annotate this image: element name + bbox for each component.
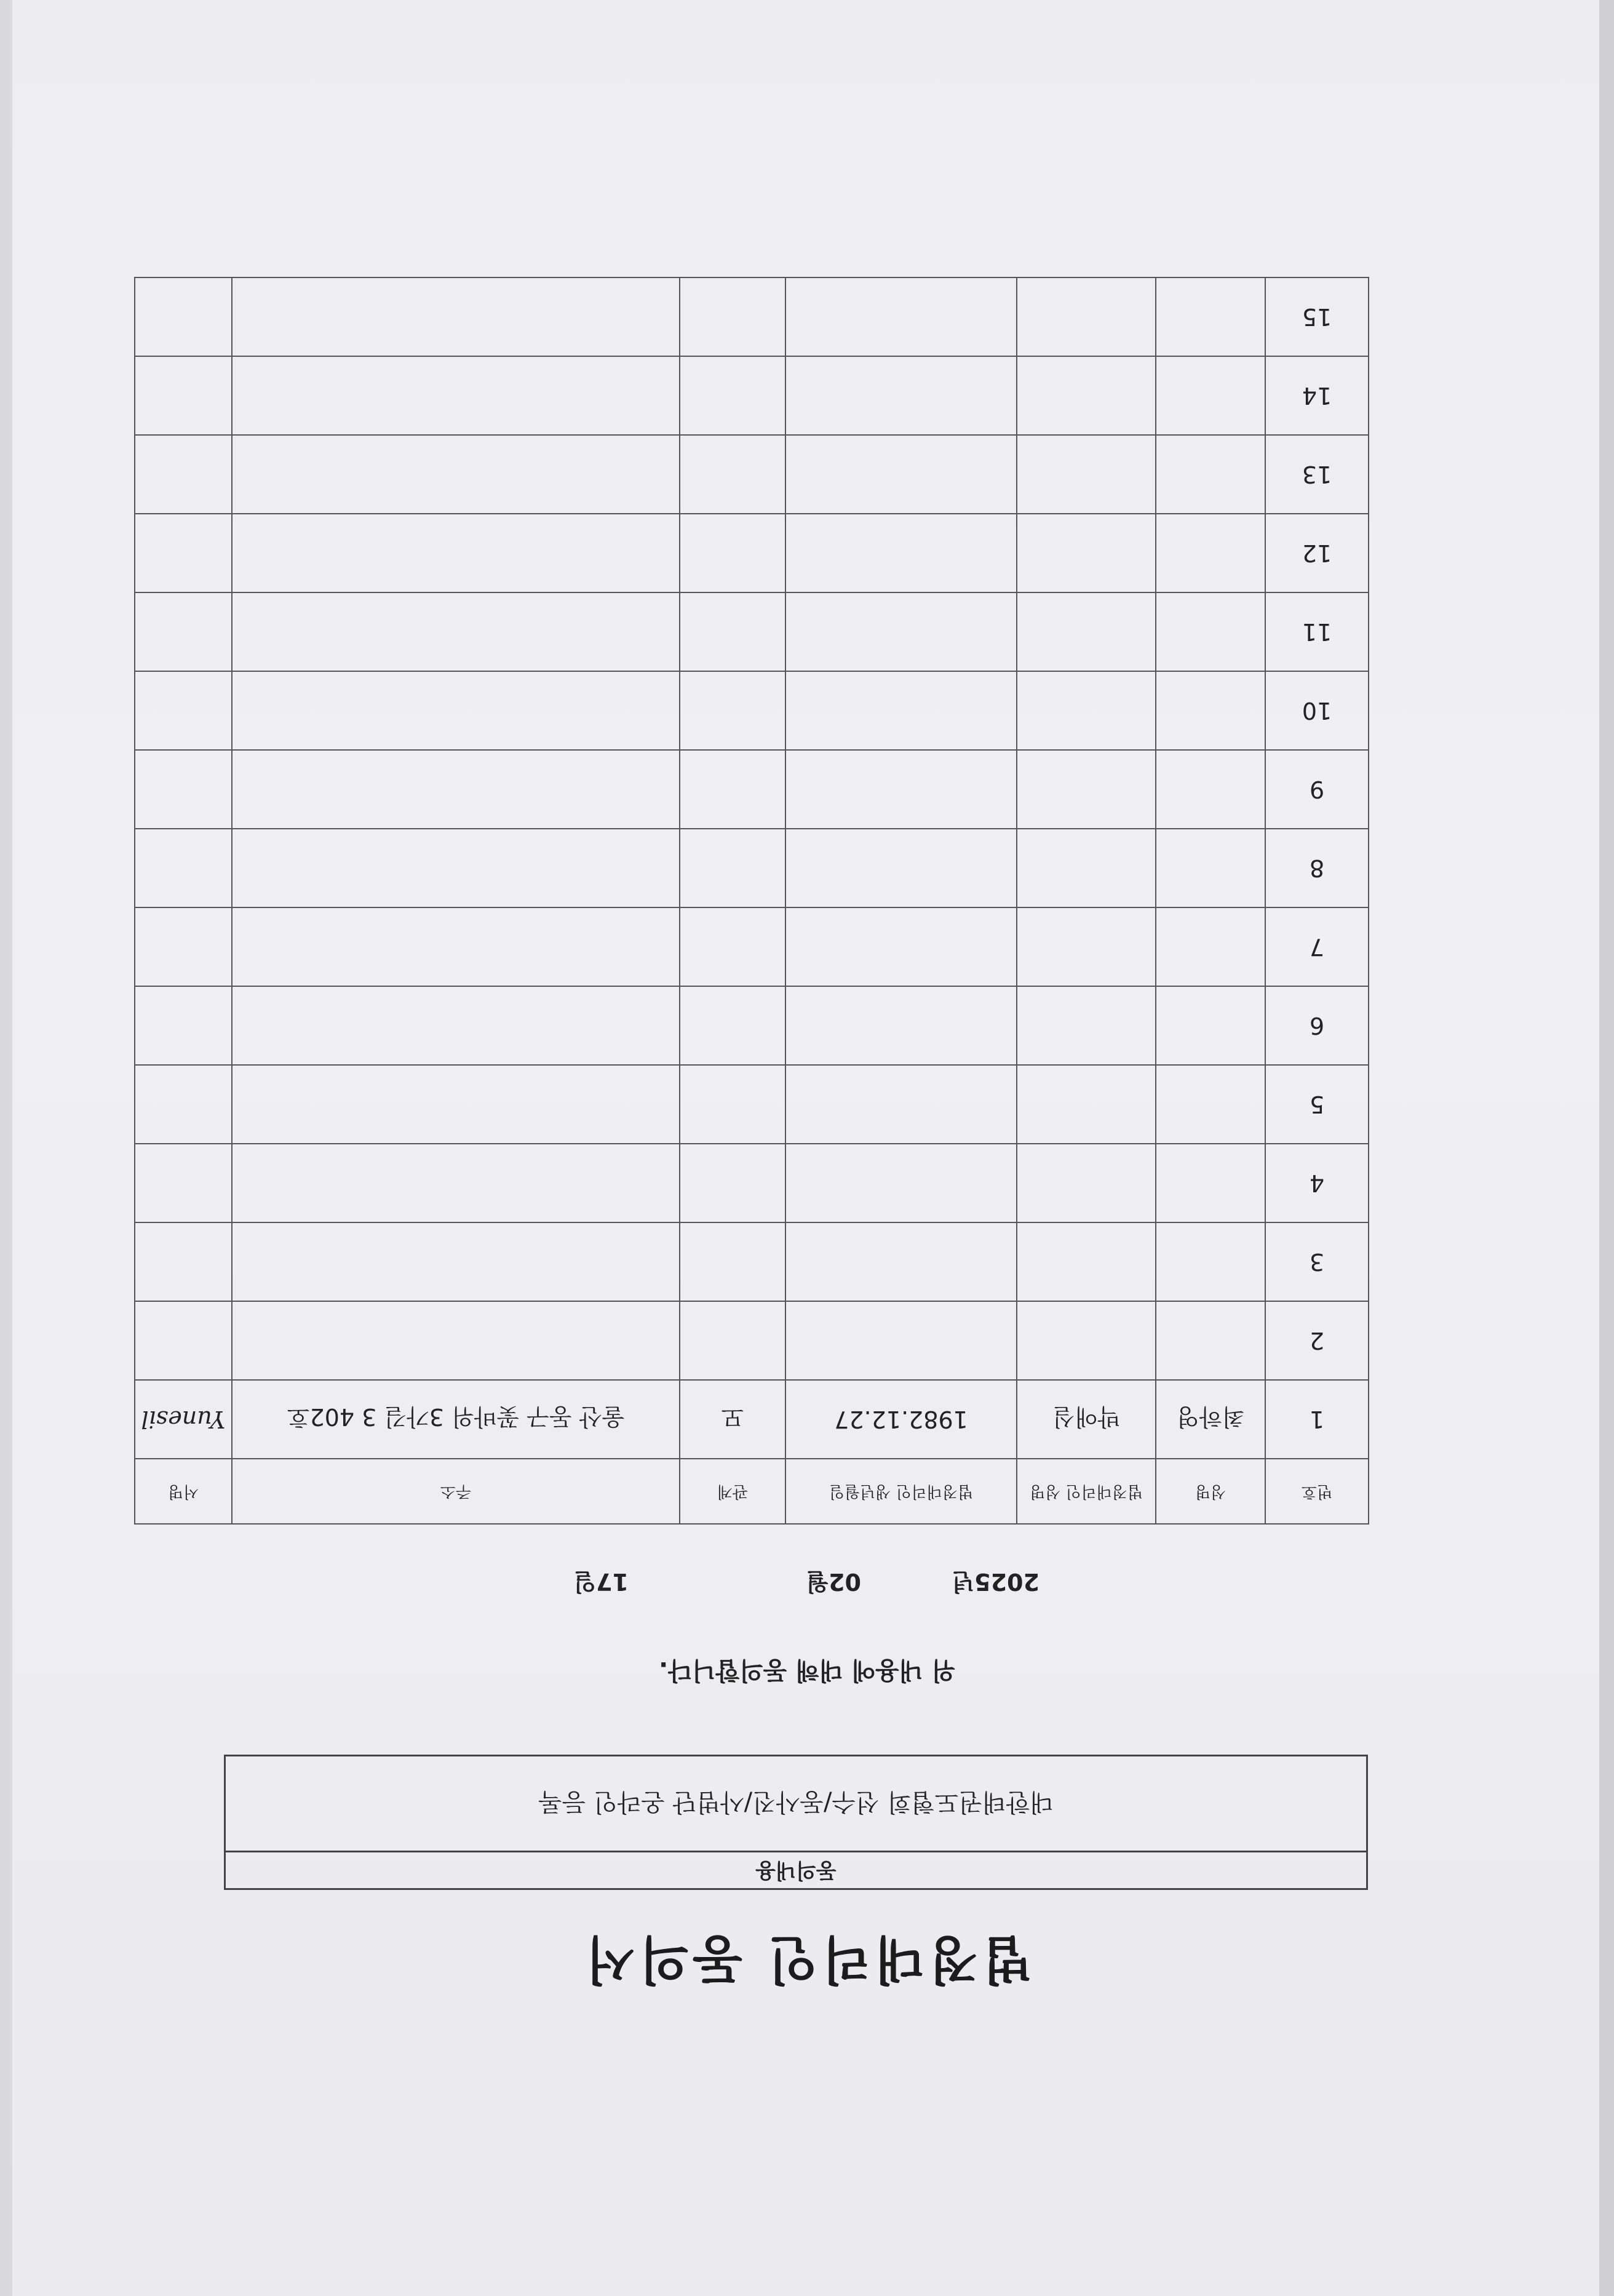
cell-address [232, 907, 680, 986]
cell-address: 울산 동구 꽃바위 3가길 3 402호 [232, 1380, 680, 1459]
table-row [135, 829, 1369, 907]
table-row [135, 435, 1369, 514]
header-relation: 관계 [680, 1459, 785, 1524]
cell-signature [135, 1144, 232, 1222]
cell-guardian-name [1017, 1065, 1156, 1144]
cell-signature [135, 829, 232, 907]
cell-address [232, 986, 680, 1065]
cell-address [232, 1301, 680, 1380]
table-header-row [135, 1459, 1369, 1524]
cell-address [232, 592, 680, 671]
cell-number: 10 [1265, 671, 1369, 750]
cell-relation [680, 1065, 785, 1144]
cell-address [232, 671, 680, 750]
cell-relation [680, 1301, 785, 1380]
cell-guardian-birth [785, 750, 1017, 829]
cell-relation [680, 435, 785, 514]
cell-name [1156, 514, 1265, 592]
cell-number: 1 [1265, 1380, 1369, 1459]
cell-name [1156, 907, 1265, 986]
table-row [135, 1065, 1369, 1144]
cell-guardian-name [1017, 750, 1156, 829]
cell-signature [135, 907, 232, 986]
table-row [135, 277, 1369, 356]
cell-guardian-name [1017, 1222, 1156, 1301]
table-row [135, 671, 1369, 750]
cell-relation [680, 986, 785, 1065]
table-row [135, 592, 1369, 671]
cell-signature [135, 750, 232, 829]
header-number: 번호 [1265, 1459, 1369, 1524]
date-year: 2025년 [952, 1568, 1040, 1595]
cell-guardian-birth [785, 829, 1017, 907]
agreement-text: 위 내용에 대해 동의합니다. [659, 1656, 956, 1684]
cell-guardian-name [1017, 356, 1156, 435]
cell-guardian-name [1017, 514, 1156, 592]
consent-box [224, 1755, 1368, 1890]
cell-guardian-name [1017, 1144, 1156, 1222]
cell-name [1156, 1222, 1265, 1301]
cell-address [232, 356, 680, 435]
header-guardian-name: 법정대리인 성명 [1017, 1459, 1156, 1524]
cell-guardian-name [1017, 829, 1156, 907]
table-row [135, 514, 1369, 592]
cell-guardian-name [1017, 671, 1156, 750]
cell-address [232, 1144, 680, 1222]
cell-signature [135, 356, 232, 435]
cell-address [232, 1065, 680, 1144]
cell-signature [135, 986, 232, 1065]
table-row [135, 356, 1369, 435]
cell-relation [680, 592, 785, 671]
table-row [135, 986, 1369, 1065]
cell-guardian-name [1017, 1301, 1156, 1380]
cell-guardian-name [1017, 435, 1156, 514]
cell-relation [680, 907, 785, 986]
cell-guardian-name [1017, 592, 1156, 671]
cell-relation [680, 356, 785, 435]
cell-guardian-birth [785, 277, 1017, 356]
date-day: 17일 [573, 1568, 629, 1595]
cell-guardian-birth [785, 907, 1017, 986]
cell-address [232, 829, 680, 907]
header-signature: 서명 [135, 1459, 232, 1524]
cell-number: 8 [1265, 829, 1369, 907]
table-row [135, 750, 1369, 829]
cell-signature [135, 592, 232, 671]
table-row [135, 907, 1369, 986]
cell-relation [680, 829, 785, 907]
cell-relation [680, 671, 785, 750]
document-title: 법정대리인 동의서 [581, 1929, 1033, 1990]
cell-relation [680, 514, 785, 592]
cell-name [1156, 1065, 1265, 1144]
consent-heading: 동의내용 [226, 1851, 1366, 1888]
cell-guardian-birth [785, 1065, 1017, 1144]
table-row [135, 1380, 1369, 1459]
cell-address [232, 1222, 680, 1301]
cell-name [1156, 277, 1265, 356]
table-row [135, 1301, 1369, 1380]
cell-number: 15 [1265, 277, 1369, 356]
cell-relation [680, 1144, 785, 1222]
cell-address [232, 277, 680, 356]
cell-signature [135, 1065, 232, 1144]
cell-signature [135, 514, 232, 592]
cell-relation [680, 277, 785, 356]
cell-name [1156, 750, 1265, 829]
cell-number: 3 [1265, 1222, 1369, 1301]
header-name: 성명 [1156, 1459, 1265, 1524]
cell-guardian-birth [785, 986, 1017, 1065]
cell-number: 7 [1265, 907, 1369, 986]
cell-address [232, 435, 680, 514]
cell-number: 11 [1265, 592, 1369, 671]
cell-number: 2 [1265, 1301, 1369, 1380]
cell-signature: Yunesil [135, 1380, 232, 1459]
cell-name: 최하영 [1156, 1380, 1265, 1459]
cell-guardian-birth: 1982.12.27 [785, 1380, 1017, 1459]
cell-number: 9 [1265, 750, 1369, 829]
cell-name [1156, 671, 1265, 750]
cell-guardian-birth [785, 1144, 1017, 1222]
cell-guardian-birth [785, 1222, 1017, 1301]
cell-signature [135, 1222, 232, 1301]
cell-guardian-birth [785, 671, 1017, 750]
table-row [135, 1222, 1369, 1301]
cell-signature [135, 435, 232, 514]
cell-name [1156, 592, 1265, 671]
header-guardian-birth: 법정대리인 생년월일 [785, 1459, 1017, 1524]
cell-relation [680, 750, 785, 829]
cell-name [1156, 1301, 1265, 1380]
cell-number: 4 [1265, 1144, 1369, 1222]
guardian-table [134, 277, 1369, 1525]
cell-name [1156, 829, 1265, 907]
cell-guardian-name: 박애실 [1017, 1380, 1156, 1459]
cell-name [1156, 986, 1265, 1065]
cell-guardian-name [1017, 277, 1156, 356]
cell-number: 5 [1265, 1065, 1369, 1144]
consent-content: 대한태권도협회 선수/동사진/사범단 온라인 등록 [538, 1788, 1054, 1817]
cell-number: 6 [1265, 986, 1369, 1065]
cell-guardian-name [1017, 907, 1156, 986]
cell-name [1156, 435, 1265, 514]
cell-number: 13 [1265, 435, 1369, 514]
cell-signature [135, 1301, 232, 1380]
header-address: 주소 [232, 1459, 680, 1524]
cell-address [232, 750, 680, 829]
cell-signature [135, 671, 232, 750]
cell-relation: 모 [680, 1380, 785, 1459]
cell-number: 14 [1265, 356, 1369, 435]
cell-address [232, 514, 680, 592]
cell-relation [680, 1222, 785, 1301]
cell-number: 12 [1265, 514, 1369, 592]
cell-guardian-birth [785, 592, 1017, 671]
cell-guardian-name [1017, 986, 1156, 1065]
cell-guardian-birth [785, 356, 1017, 435]
cell-name [1156, 1144, 1265, 1222]
cell-guardian-birth [785, 1301, 1017, 1380]
date-month: 02월 [806, 1568, 861, 1595]
cell-guardian-birth [785, 435, 1017, 514]
table-row [135, 1144, 1369, 1222]
cell-guardian-birth [785, 514, 1017, 592]
cell-name [1156, 356, 1265, 435]
cell-signature [135, 277, 232, 356]
